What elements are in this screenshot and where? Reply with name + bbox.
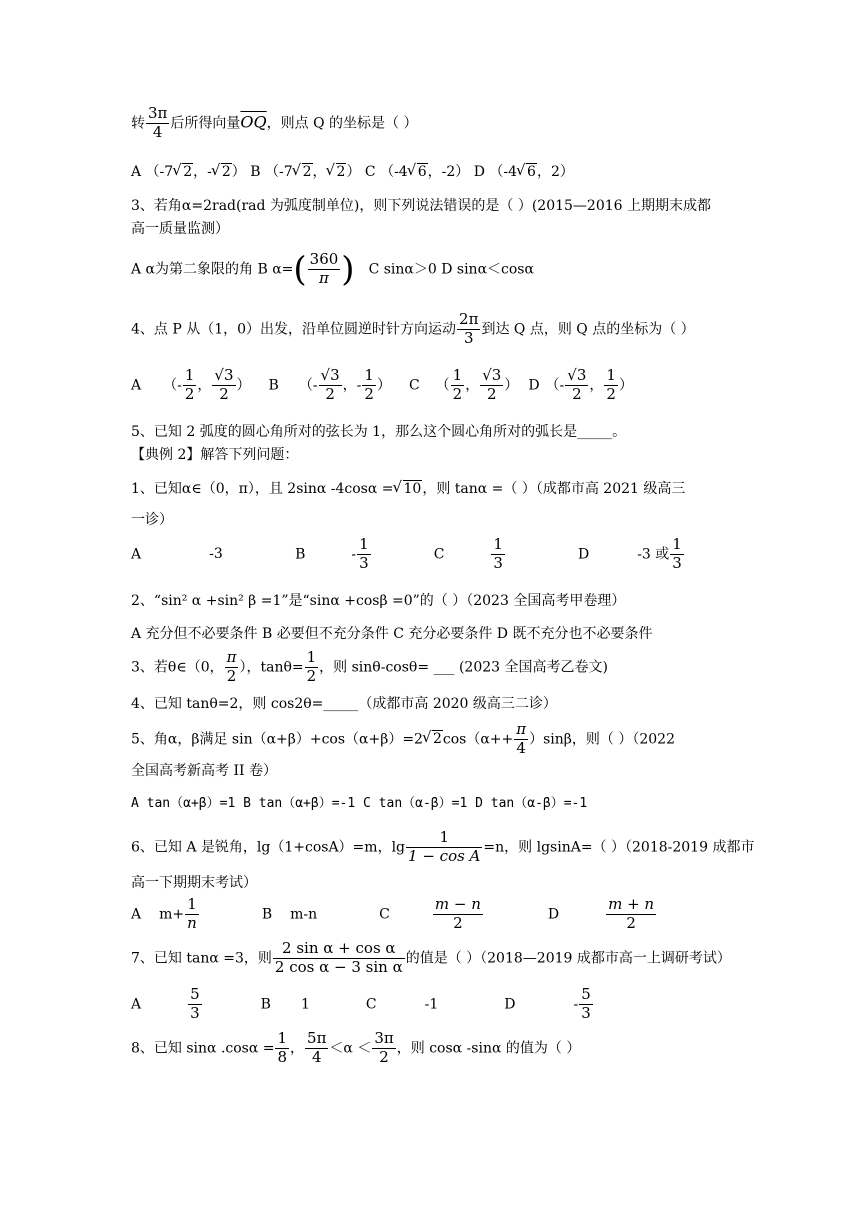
sqrt: √ 10 <box>403 480 423 497</box>
line-10: 1、已知α∈（0，π），且 2sinα -4cosα = √ 10，则 tanα =（ ）（成都市高 2021 级高三 <box>131 480 740 497</box>
line-25: 8、已知 sinα .cosα = $\frac{1}{8}$ ， $\frac{5\pi}{4}$ ＜α ＜ $\frac{3\pi}{2}$ ，则 cosα -sinα 的值为（ ） <box>131 1029 581 1066</box>
sqrt: √ 2 <box>336 163 347 180</box>
line-17: 5、角α，β满足 sin（α+β）+cos（α+β）=2 √ 2cos（α++ $\frac{\pi}{4}$ ）sinβ，则（ ）（2022 <box>131 722 740 757</box>
line-13: 2、“sin² α +sin² β =1”是“sinα +cosβ =0”的（ ）（2023 全国高考甲卷理） <box>131 593 626 609</box>
sqrt: √ 2 <box>302 163 313 180</box>
line-4: 高一质量监测） <box>131 221 229 237</box>
sqrt: √ 6 <box>526 163 537 180</box>
line-21: 高一下期期末考试） <box>131 875 257 891</box>
vector-oq: $\overline{OQ}$ <box>240 112 267 132</box>
sqrt: √ 2 <box>182 163 193 180</box>
fraction: $\frac{360}{\pi}$ <box>309 250 339 287</box>
line-23: 7、已知 tanα =3，则 $\frac{\text{2 sin α + cos α}}{\text{2 cos α − 3 sin α}}$ 的值是（ ）（2018—2019 成都市高一上调研考试） <box>131 939 731 976</box>
fraction: $\frac{3\pi}{4}$ <box>148 104 168 141</box>
text: ，则点 Q 的坐标是（ ） <box>266 115 418 132</box>
line-12-options: A -3 B - $\frac{1}{3}$ C $\frac{1}{3}$ D -3 或 $\frac{1}{3}$ <box>131 535 682 572</box>
line-7-options: A （- $\frac{1}{2}$ ， $\frac{√3}{2}$ ） B （- $\frac{√3}{2}$ ，- $\frac{1}{2}$ ） C （ $\frac{1}{2}$ ， $\frac{√3}{2}$ ） D （- $\frac{√3}{2}$ ， $\frac{1}{2}$ ） <box>131 366 633 403</box>
line-14: A 充分但不必要条件 B 必要但不充分条件 C 充分必要条件 D 既不充分也不必要条件 <box>131 626 653 642</box>
line-3: 3、若角α=2rad(rad 为弧度制单位)，则下列说法错误的是（ ）(2015—2016 上期期末成都 <box>131 198 711 214</box>
line-20: 6、已知 A 是锐角，lg（1+cosA）=m，lg $\frac{1}{\text{1 − cos A}}$ =n，则 lgsinA=（ ）（2018-2019 成都市 <box>131 828 755 865</box>
sqrt: √ 2 <box>432 730 443 747</box>
line-9-heading: 【典例 2】解答下列问题： <box>131 447 299 463</box>
sqrt: √ 2 <box>221 163 232 180</box>
line-5-options: A α为第二象限的角 B α=( $\frac{360}{\pi}$ ) C sinα＞0 D sinα＜cosα <box>131 249 534 290</box>
fraction: $\frac{2\pi}{3}$ <box>459 310 479 347</box>
line-6: 4、点 P 从（1，0）出发，沿单位圆逆时针方向运动 $\frac{2\pi}{3}$ 到达 Q 点，则 Q 点的坐标为（ ） <box>131 310 695 347</box>
line-19-options: A tan（α+β）=1 B tan（α+β）=-1 C tan（α-β）=1 D tan（α-β）=-1 <box>131 796 588 811</box>
text: 后所得向量 <box>170 115 241 132</box>
line-16: 4、已知 tanθ=2，则 cos2θ=_____（成都市高 2020 级高三二诊） <box>131 696 557 712</box>
line-18: 全国高考新高考 II 卷） <box>131 763 277 779</box>
line-22-options: A m+ $\frac{1}{n}$ B m-n C $\frac{m - n}{2}$ D $\frac{m + n}{2}$ <box>131 895 655 932</box>
line-11: 一诊） <box>131 512 173 528</box>
line-2-options: A （-7 √ 2，- √ 2） B （-7 √ 2， √ 2） C （-4 √ 6，-2） D （-4 √ 6，2） <box>131 163 740 180</box>
line-15: 3、若θ∈（0， $\frac{\pi}{2}$ ），tanθ= $\frac{1}{2}$ ，则 sinθ-cosθ= ___ (2023 全国高考乙卷文) <box>131 648 608 685</box>
line-8: 5、已知 2 弧度的圆心角所对的弦长为 1，那么这个圆心角所对的弧长是_____。 <box>131 424 627 440</box>
line-24-options: A $\frac{5}{3}$ B 1 C -1 D - $\frac{5}{3}$ <box>131 985 591 1022</box>
text: 转 <box>131 115 145 132</box>
line-1 <box>131 106 740 141</box>
sqrt: √ 6 <box>417 163 428 180</box>
